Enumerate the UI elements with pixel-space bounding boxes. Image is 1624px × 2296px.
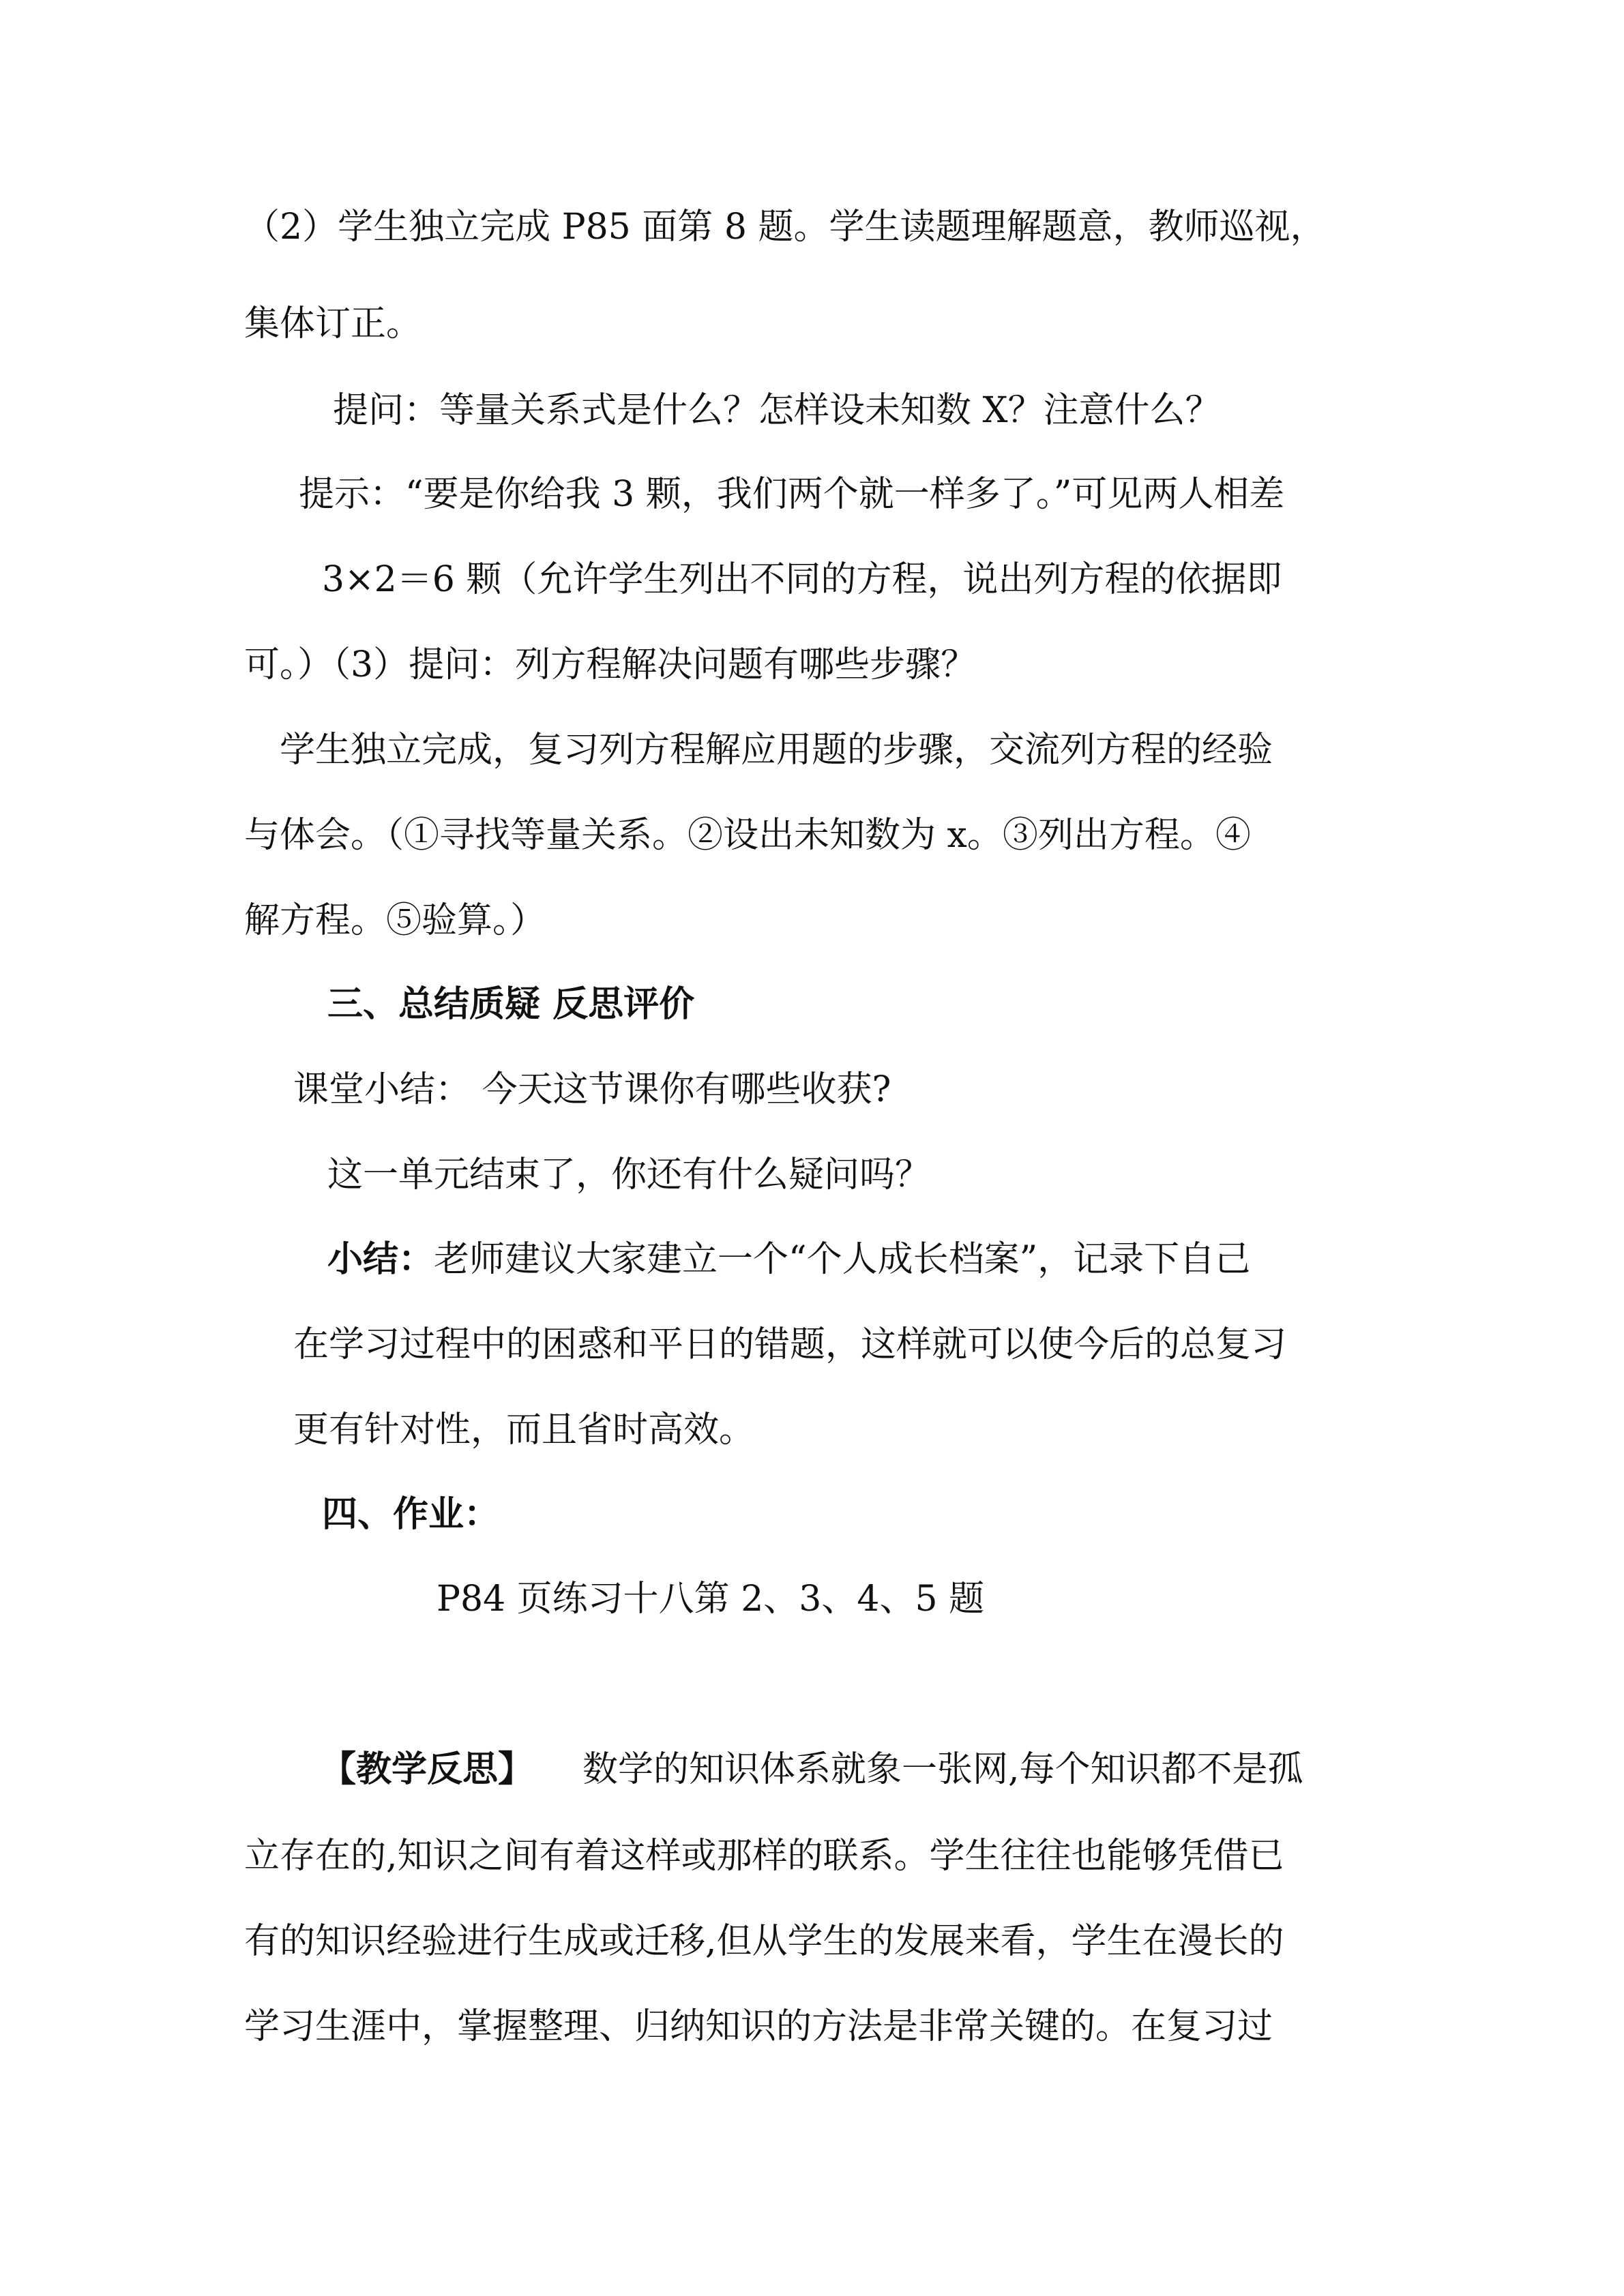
summary-text: 老师建议大家建立一个“个人成长档案”，记录下自己 — [434, 1239, 1251, 1280]
reflection-label: 【教学反思】 — [321, 1749, 534, 1790]
text-line: 课堂小结： 今天这节课你有哪些收获? — [293, 1069, 891, 1110]
reflection-text: 数学的知识体系就象一张网,每个知识都不是孤 — [582, 1749, 1303, 1790]
text-line: 集体订正。 — [244, 303, 422, 344]
text-line: 立存在的,知识之间有着这样或那样的联系。学生往往也能够凭借已 — [244, 1836, 1284, 1877]
summary-label: 小结： — [327, 1239, 434, 1280]
summary-line — [327, 1236, 1250, 1283]
text-line: 更有针对性，而且省时高效。 — [293, 1410, 755, 1450]
text-line: 学生独立完成，复习列方程解应用题的步骤，交流列方程的经验 — [280, 730, 1273, 771]
section-heading: 四、作业： — [322, 1494, 500, 1535]
text-line: 学习生涯中，掌握整理、归纳知识的方法是非常关键的。在复习过 — [244, 2006, 1273, 2047]
text-line: 提示：“要是你给我 3 颗，我们两个就一样多了。”可见两人相差 — [299, 474, 1285, 515]
text-line: 3×2＝6 颗（允许学生列出不同的方程，说出列方程的依据即 — [322, 559, 1282, 600]
text-line: 这一单元结束了，你还有什么疑问吗？ — [327, 1154, 931, 1195]
text-line: 解方程。⑤验算。） — [244, 900, 546, 941]
text-line: 在学习过程中的困惑和平日的错题，这样就可以使今后的总复习 — [293, 1324, 1287, 1365]
text-line: P84 页练习十八第 2、3、4、5 题 — [437, 1579, 985, 1620]
text-line: （2）学生独立完成 P85 面第 8 题。学生读题理解题意，教师巡视， — [244, 207, 1326, 248]
section-heading: 三、总结质疑 反思评价 — [327, 984, 695, 1025]
text-line: 提问：等量关系式是什么？怎样设未知数 X？注意什么？ — [333, 390, 1221, 431]
text-line: 有的知识经验进行生成或迁移,但从学生的发展来看，学生在漫长的 — [244, 1921, 1284, 1962]
text-line: 可。）（3）提问：列方程解决问题有哪些步骤？ — [244, 644, 977, 685]
reflection-line — [321, 1746, 1303, 1793]
text-line: 与体会。（①寻找等量关系。②设出未知数为 x。③列出方程。④ — [244, 815, 1251, 856]
